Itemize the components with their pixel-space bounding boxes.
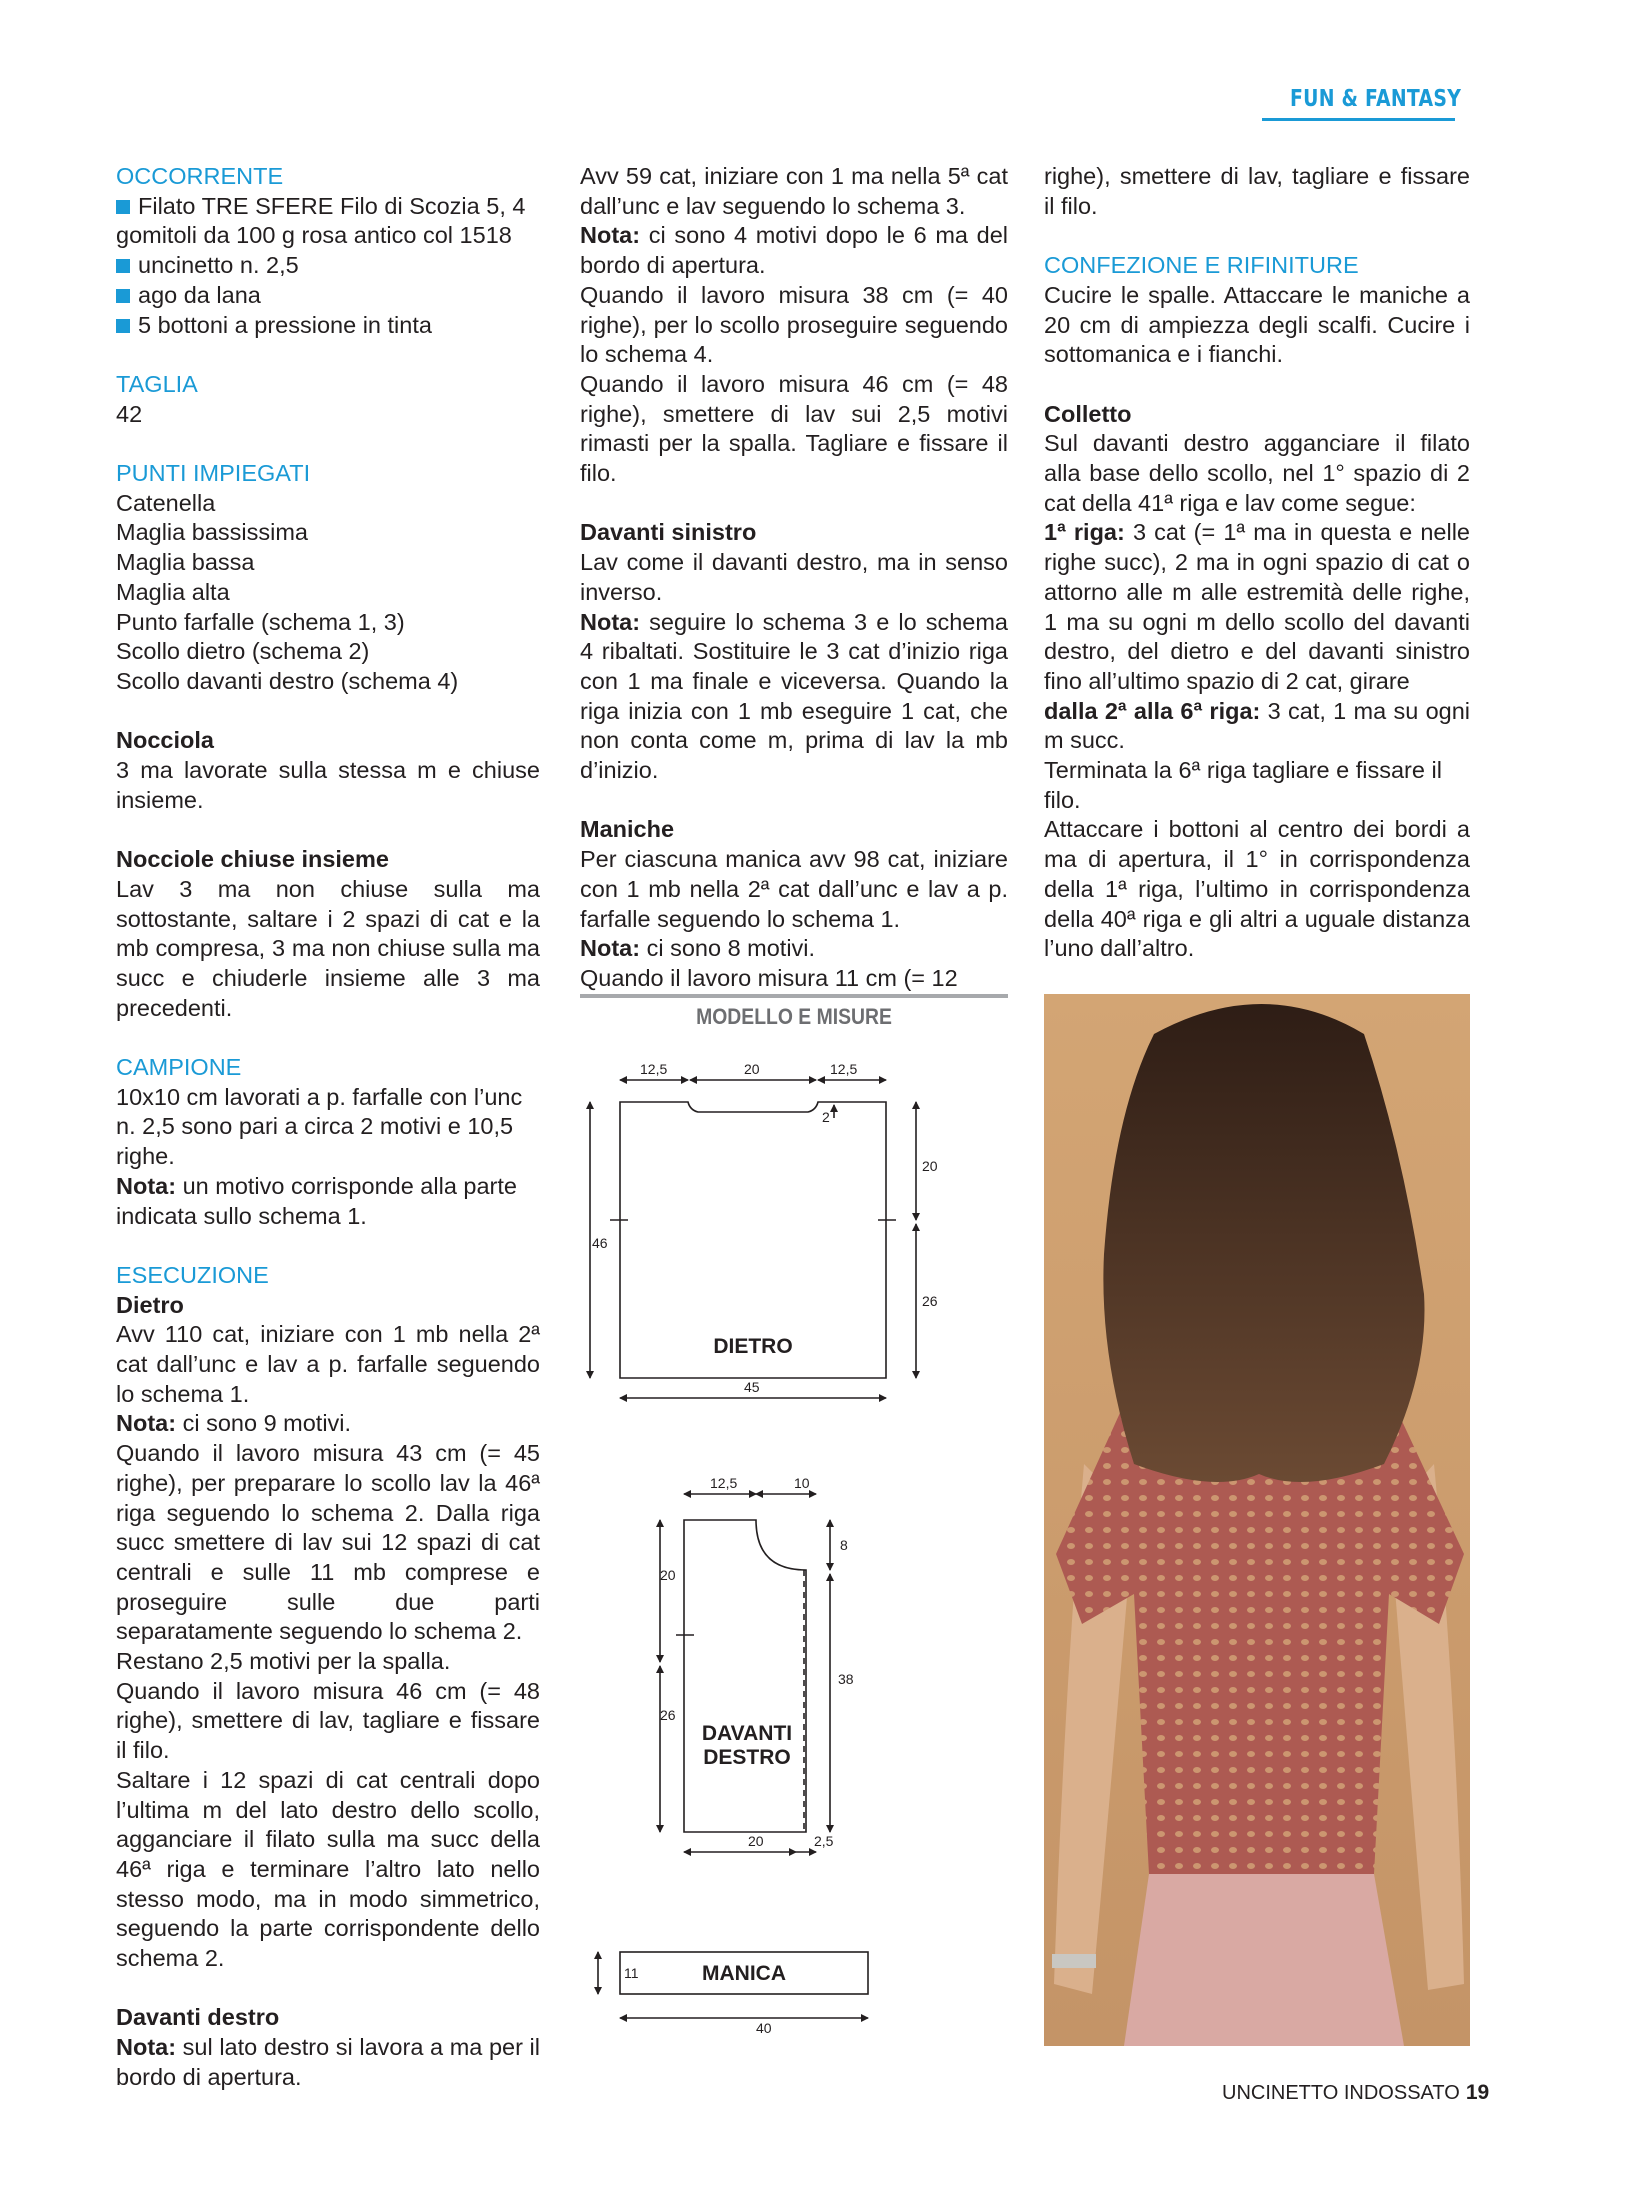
nota-paragraph: Nota: ci sono 8 motivi. [580,935,816,962]
list-item: Maglia bassa [116,549,255,576]
subheading-dietro: Dietro [116,1291,184,1318]
bullet-square-icon [116,259,130,273]
subheading-davanti-destro: Davanti destro [116,2004,280,2031]
subheading-colletto: Colletto [1044,400,1132,427]
dim-label: 11 [624,1965,639,1981]
footer [1222,2081,1489,2105]
dim-label: 26 [922,1293,938,1309]
dim-label: 46 [592,1235,608,1251]
dim-label: 12,5 [710,1475,738,1491]
column-2 [580,162,1008,994]
nota-paragraph: Nota: sul lato destro si lavora a ma per il bordo di apertura. [116,2034,540,2090]
heading-punti: PUNTI IMPIEGATI [116,460,311,486]
model-photo [1044,994,1470,2046]
paragraph: Quando il lavoro misura 11 cm (= 12 [580,964,958,991]
heading-campione: CAMPIONE [116,1054,242,1081]
paragraph: Terminata la 6ª riga tagliare e fissare il filo. [1044,757,1442,813]
page-number: 19 [1465,2081,1490,2104]
bullet-square-icon [116,289,130,303]
dim-label: 40 [756,2020,772,2036]
heading-esecuzione: ESECUZIONE [116,1261,269,1288]
dim-label: 26 [660,1707,676,1723]
nota-paragraph: Nota: ci sono 4 motivi dopo le 6 ma del bordo di apertura. [580,222,1009,279]
paragraph: Per ciascuna manica avv 98 cat, iniziare con 1 mb nella 2ª cat dall’unc e lav a p. farfalle seguendo lo schema 1. [580,846,1008,932]
paragraph: Avv 110 cat, iniziare con 1 mb nella 2ª cat dall’unc e lav a p. farfalle seguendo lo schema 1. [116,1321,540,1407]
dim-label: 2,5 [814,1833,834,1849]
manica-label: MANICA [702,1962,786,1985]
paragraph: Saltare i 12 spazi di cat centrali dopo l’ultima m del lato destro dello scollo, agganciare il filato sulla ma succ della 46ª riga e terminare l’altro lato nello stesso modo, ma in modo simmetrico, seguendo la parte corrispondente dello schema 2. [116,1766,540,1972]
list-item: Punto farfalle (schema 1, 3) [116,608,405,635]
paragraph: Avv 59 cat, iniziare con 1 ma nella 5ª cat dall’unc e lav seguendo lo schema 3. [580,163,1008,219]
subheading-maniche: Maniche [580,816,675,843]
dim-label: 8 [840,1537,848,1553]
list-item: uncinetto n. 2,5 [116,251,540,281]
pattern-diagram [580,1030,1008,2080]
diagram-rule [580,994,1008,998]
model-photo-illustration [1044,994,1470,2046]
paragraph: Lav come il davanti destro, ma in senso inverso. [580,549,1008,605]
subheading-nocciola: Nocciola [116,727,214,754]
list-item: Scollo dietro (schema 2) [116,638,370,665]
list-item: Scollo davanti destro (schema 4) [116,667,459,694]
paragraph: Restano 2,5 motivi per la spalla. [116,1648,451,1675]
nota-paragraph: Nota: seguire lo schema 3 e lo schema 4 ribaltati. Sostituire le 3 cat d’inizio riga con 1 ma finale e viceversa. Quando la riga inizia con 1 mb eseguire 1 cat, che non conta come m, prima di lav la mb d’inizio. [580,608,1009,784]
paragraph: 1ª riga: 3 cat (= 1ª ma in questa e nelle righe succ), 2 ma in ogni spazio di cat o attorno alle m alle estremità delle righe, 1 ma su ogni m dello scollo del davanti destro, del dietro e del davanti sinistro fino all’ultimo spazio di 2 cat, girare [1044,519,1470,694]
heading-confezione: CONFEZIONE E RIFINITURE [1044,252,1359,279]
dim-label: 20 [660,1567,676,1583]
dim-label: 10 [794,1475,810,1491]
subheading-davanti-sinistro: Davanti sinistro [580,519,757,546]
nota-paragraph: Nota: un motivo corrisponde alla parte indicata sullo schema 1. [116,1172,517,1229]
nota-paragraph: Nota: ci sono 9 motivi. [116,1410,352,1437]
paragraph: righe), smettere di lav, tagliare e fissare il filo. [1044,163,1470,219]
dim-label: 12,5 [830,1061,858,1077]
list-item: Maglia alta [116,578,230,605]
dim-label: 2 [822,1109,830,1125]
list-item: 5 bottoni a pressione in tinta [116,311,540,341]
list-item: ago da lana [116,281,540,311]
list-item: Filato TRE SFERE Filo di Scozia 5, 4 [116,192,540,222]
paragraph: Cucire le spalle. Attaccare le maniche a 20 cm di ampiezza degli scalfi. Cucire i sottomanica e i fianchi. [1044,281,1470,368]
paragraph: 10x10 cm lavorati a p. farfalle con l’unc n. 2,5 sono pari a circa 2 motivi e 10,5 righe. [116,1083,523,1170]
dietro-label: DIETRO [713,1335,793,1358]
paragraph: Quando il lavoro misura 43 cm (= 45 righe), per preparare lo scollo lav la 46ª riga seguendo lo schema 2. Dalla riga succ smettere di lav sui 12 spazi di cat centrali e sulle 11 mb comprese e proseguire sulle due parti separatamente seguendo lo schema 2. [116,1440,540,1645]
paragraph: Attaccare i bottoni al centro dei bordi a ma di apertura, il 1° in corrispondenza della 1ª riga, l’ultimo in corrispondenza della 40ª riga e gli altri a uguale distanza l’uno dall’altro. [1044,816,1470,962]
heading-occorrente: OCCORRENTE [116,163,284,189]
paragraph: Quando il lavoro misura 46 cm (= 48 righe), smettere di lav, tagliare e fissare il filo. [116,1677,540,1764]
section-tag: FUN & FANTASY [1290,86,1462,112]
list-item: Catenella [116,489,216,516]
dim-label: 20 [748,1833,764,1849]
davanti-label-line2: DESTRO [703,1746,791,1769]
subheading-nocciole: Nocciole chiuse insieme [116,846,389,873]
davanti-outline [684,1520,806,1832]
davanti-label-line1: DAVANTI [701,1722,793,1745]
paragraph: Quando il lavoro misura 38 cm (= 40 righe), per lo scollo proseguire seguendo lo schema 4. [580,281,1008,368]
list-item: Maglia bassissima [116,519,308,546]
paragraph: 3 ma lavorate sulla stessa m e chiuse insieme. [116,757,540,813]
taglia-value: 42 [116,400,143,427]
column-3 [1044,162,1470,964]
dim-label: 20 [744,1061,760,1077]
dim-label: 45 [744,1379,760,1395]
paragraph: Quando il lavoro misura 46 cm (= 48 righe), smettere di lav sui 2,5 motivi rimasti per la spalla. Tagliare e fissare il filo. [580,370,1008,487]
column-1 [116,162,540,2093]
diagram-title: MODELLO E MISURE [696,1004,892,1029]
bullet-square-icon [116,200,130,214]
heading-taglia: TAGLIA [116,370,198,397]
paragraph: dalla 2ª alla 6ª riga: 3 cat, 1 ma su ogni m succ. [1044,697,1471,754]
magazine-name: UNCINETTO INDOSSATO [1222,2082,1460,2104]
paragraph: Sul davanti destro agganciare il filato alla base dello scollo, nel 1° spazio di 2 cat della 41ª riga e lav come segue: [1044,430,1470,516]
bullet-square-icon [116,319,130,333]
section-tag-underline [1262,118,1455,121]
dim-label: 20 [922,1158,938,1174]
list-item-continuation: gomitoli da 100 g rosa antico col 1518 [116,222,512,249]
dim-label: 12,5 [640,1061,668,1077]
dim-label: 38 [838,1671,854,1687]
paragraph: Lav 3 ma non chiuse sulla ma sottostante, saltare i 2 spazi di cat e la mb compresa, 3 ma non chiuse sulla ma succ e chiuderle insieme alle 3 ma precedenti. [116,875,540,1021]
